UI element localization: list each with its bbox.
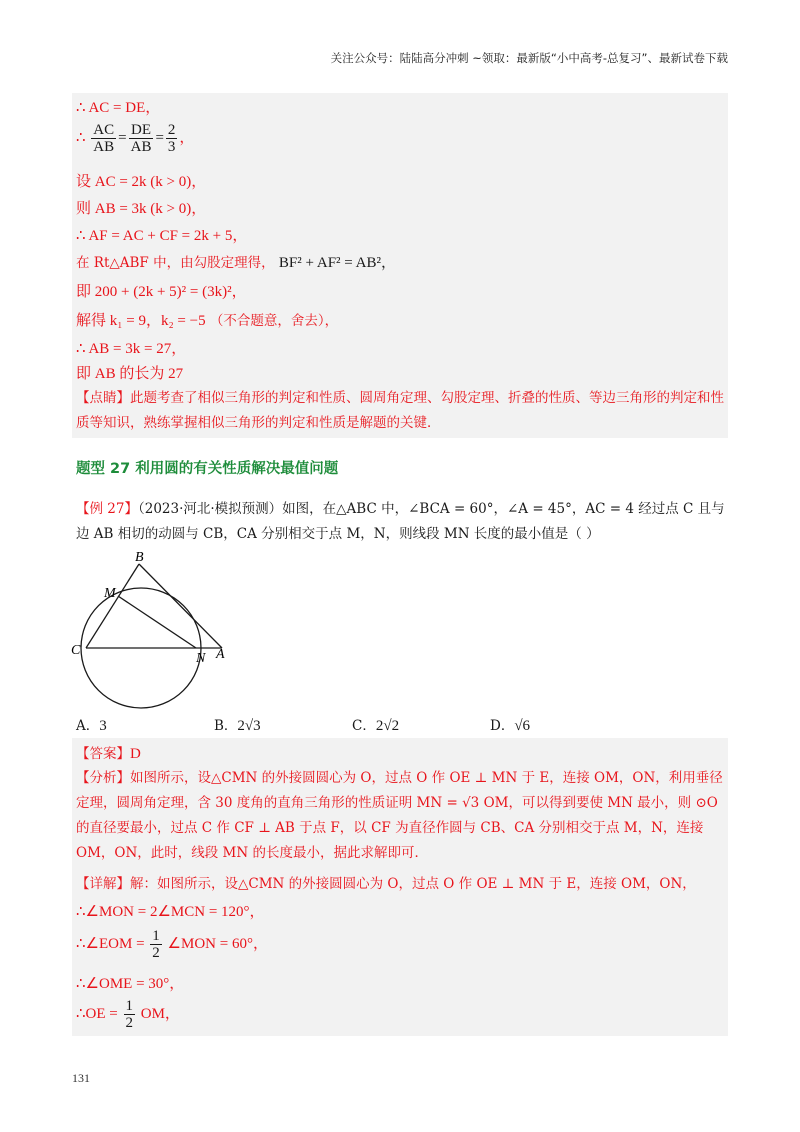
fraction-ac-ab xyxy=(91,122,116,155)
frac-num: 1 xyxy=(125,998,133,1014)
sol-line-8-formula: 解得 k₁ = 9，k₂ = −5 xyxy=(76,313,206,329)
page-number: 131 xyxy=(72,1071,90,1085)
answer-tag: 【答案】 xyxy=(76,746,130,762)
detail-line-1 xyxy=(76,872,696,892)
segment-cb xyxy=(86,564,139,648)
sol-line-3: 设 AC = 2k (k > 0)， xyxy=(76,174,207,190)
detail-line-3-suffix: ∠MON = 60°， xyxy=(167,935,268,952)
frac-den: 2 xyxy=(152,945,160,961)
frac-num: 2 xyxy=(167,122,176,138)
fraction-one-half xyxy=(124,998,136,1031)
choice-b xyxy=(214,714,261,735)
frac-den: 3 xyxy=(167,139,176,155)
sol-line-2: ∴ $\frac{AC}{AB}$ = $\frac{DE}{AB}$ = $\frac{2}{3}$ ， xyxy=(76,122,195,155)
detail-line-1-text: 解：如图所示，设△CMN 的外接圆圆心为 O，过点 O 作 OE ⊥ MN 于 E，连接 OM，ON， xyxy=(130,876,696,892)
sol-line-10: 即 AB 的长为 27 xyxy=(76,366,184,382)
frac-num: DE xyxy=(129,122,154,139)
detail-line-4: ∴∠OME = 30°， xyxy=(76,976,185,992)
section-title: 题型 27 利用圆的有关性质解决最值问题 xyxy=(76,461,339,477)
dianjing-paragraph xyxy=(76,386,726,436)
segment-ba xyxy=(139,564,222,648)
sol-line-1: ∴ AC = DE， xyxy=(76,100,161,116)
example-paragraph xyxy=(76,497,726,547)
detail-line-2: ∴∠MON = 2∠MCN = 120°， xyxy=(76,904,265,920)
label-b: B xyxy=(135,550,144,565)
answer-value: D xyxy=(130,746,141,762)
sol-line-4: 则 AB = 3k (k > 0)， xyxy=(76,201,207,217)
sol-line-5: ∴ AF = AC + CF = 2k + 5， xyxy=(76,228,248,244)
choice-d xyxy=(490,714,530,735)
example-tag: 【例 27】 xyxy=(76,501,138,517)
therefore-symbol: ∴ xyxy=(76,129,86,146)
detail-line-5 xyxy=(76,998,180,1031)
label-c: C xyxy=(71,643,81,658)
analysis-tag: 【分析】 xyxy=(76,770,130,786)
analysis-text: 如图所示，设△CMN 的外接圆圆心为 O，过点 O 作 OE ⊥ MN 于 E，连接 OM，ON，利用垂径定理，圆周角定理，含 30 度角的直角三角形的性质证明 MN = √3 OM，可以得到要使 MN 最小，则 ⊙O 的直径要最小，过点 C 作 CF ⊥ AB 于点 F，以 CF 为直径作圆与 CB、CA 分别相交于点 M，N，连接 OM，ON，此时，线段 MN 的长度最小，据此求解即可． xyxy=(76,770,723,861)
sol-line-8 xyxy=(76,309,338,330)
dianjing-tag: 【点睛】 xyxy=(76,390,130,406)
analysis-paragraph xyxy=(76,766,726,866)
detail-line-3 xyxy=(76,928,268,961)
choice-d-label: D． xyxy=(490,718,515,734)
detail-line-5-prefix: ∴OE = xyxy=(76,1005,118,1022)
sol-line-8-note: （不合题意，舍去）， xyxy=(209,313,339,329)
sol-line-6 xyxy=(76,251,396,272)
geometry-figure xyxy=(68,550,238,710)
sol-line-6-text: 在 Rt△ABF 中，由勾股定理得， xyxy=(76,255,275,271)
label-m: M xyxy=(104,586,116,601)
choice-d-value: √6 xyxy=(514,718,531,734)
fraction-2-3 xyxy=(166,122,178,155)
segment-mn xyxy=(118,596,196,648)
frac-num: AC xyxy=(93,122,115,138)
sol-line-9: ∴ AB = 3k = 27， xyxy=(76,341,187,357)
frac-den: AB xyxy=(93,139,115,155)
fraction-de-ab xyxy=(129,122,154,155)
choice-a-value: 3 xyxy=(99,718,107,734)
dianjing-text: 此题考查了相似三角形的判定和性质、圆周角定理、勾股定理、折叠的性质、等边三角形的判定和性质等知识，熟练掌握相似三角形的判定和性质是解题的关键． xyxy=(76,390,724,431)
detail-tag: 【详解】 xyxy=(76,876,130,892)
sol-line-7: 即 200 + (2k + 5)² = (3k)²， xyxy=(76,284,247,300)
page-header: 关注公众号：陆陆高分冲刺 ~领取：最新版“小中高考-总复习”、最新试卷下载 xyxy=(330,51,728,65)
detail-line-3-prefix: ∴∠EOM = xyxy=(76,935,145,952)
sol-line-6-formula: BF² + AF² = AB²， xyxy=(278,255,397,271)
choice-c-value: 2√2 xyxy=(375,718,400,734)
detail-line-5-suffix: OM， xyxy=(140,1005,180,1022)
choice-a-label: A． xyxy=(76,718,100,734)
choice-c xyxy=(352,714,399,735)
frac-den: 2 xyxy=(125,1015,133,1031)
label-a: A xyxy=(216,647,225,662)
choice-c-label: C． xyxy=(352,718,376,734)
choice-b-label: B． xyxy=(214,718,238,734)
example-text: （2023·河北·模拟预测）如图，在△ABC 中，∠BCA = 60°，∠A = 45°，AC = 4 经过点 C 且与边 AB 相切的动圆与 CB，CA 分别相交于点 M，N，则线段 MN 长度的最小值是（ ） xyxy=(76,501,725,542)
comma: ， xyxy=(179,129,195,146)
choice-b-value: 2√3 xyxy=(237,718,261,734)
label-n: N xyxy=(196,651,206,666)
frac-den: AB xyxy=(130,139,152,155)
answer-line xyxy=(76,742,141,763)
fraction-one-half xyxy=(150,928,162,961)
frac-num: 1 xyxy=(152,928,160,944)
choice-a xyxy=(76,714,107,735)
